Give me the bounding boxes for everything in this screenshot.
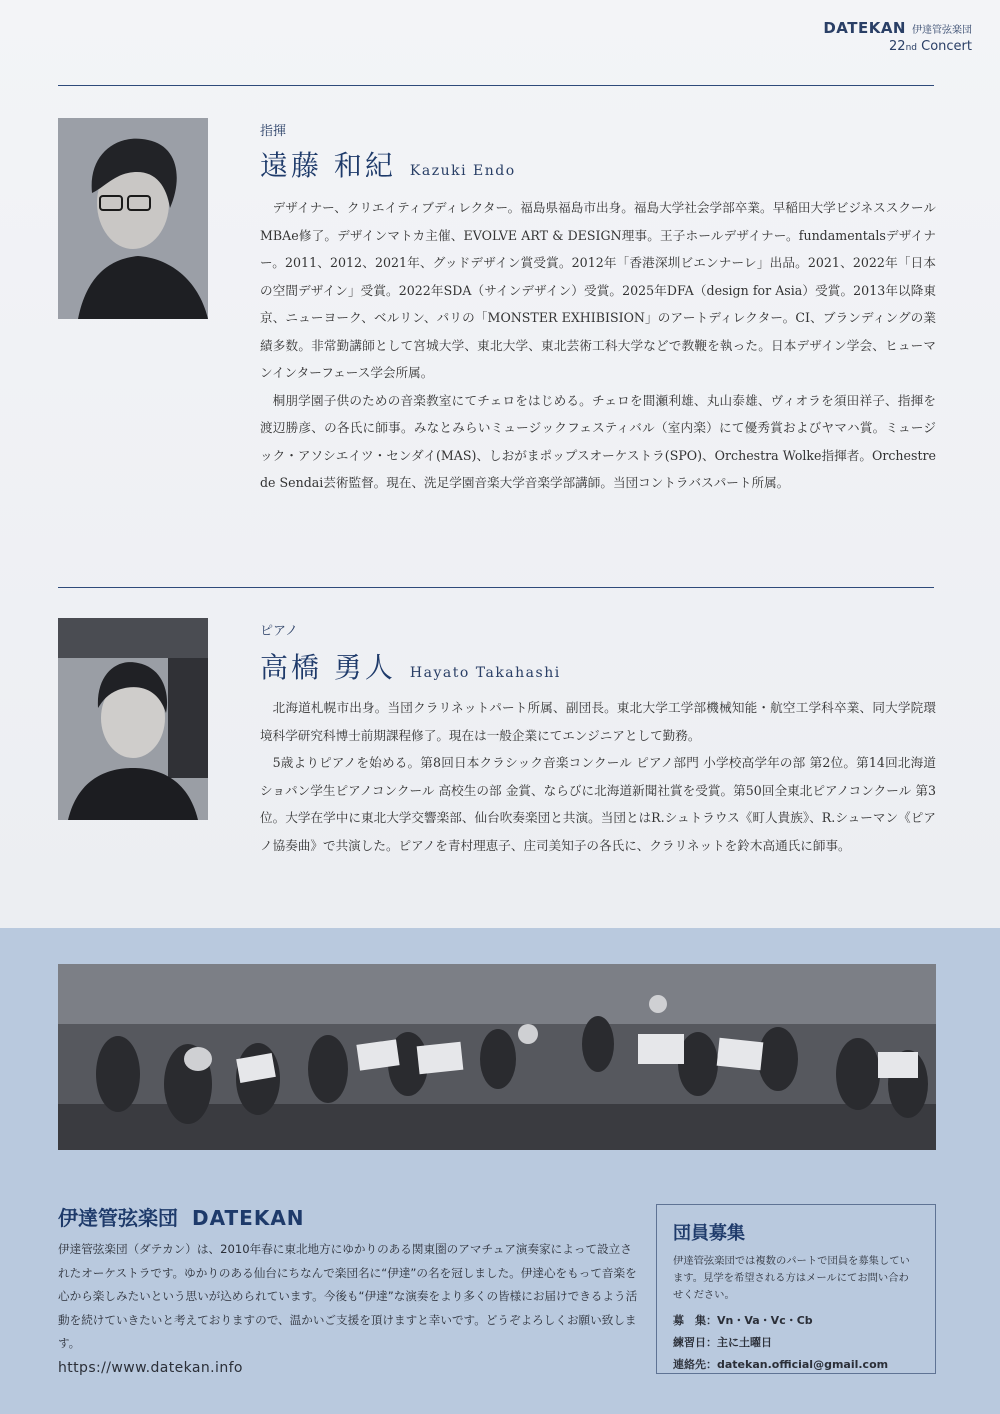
conductor-bio-paragraph-1: デザイナー、クリエイティブディレクター。福島県福島市出身。福島大学社会学部卒業。早稲田大学ビジネススクールMBAe修了。デザインマトカ主催、EVOLVE ART & DESIGN理事。王子ホールデザイナー。fundamentalsデザイナー。2011、2012、2021年、グッドデザイン賞受賞。2012年「香港深圳ビエンナーレ」出品。2021、2022年「日本の空間デザイン」受賞。2022年SDA（サインデザイン）受賞。2025年DFA（design for Asia）受賞。2013年以降東京、ニューヨーク、ベルリン、パリの「MONSTER EXHIBISION」のアートディレクター。CI、ブランディングの業績多数。非常勤講師として宮城大学、東北大学、東北芸術工科大学などで教鞭を執った。日本デザイン学会、ヒューマンインターフェース学会所属。 [260, 200, 936, 380]
about-title-jp: 伊達管弦楽団 [58, 1206, 178, 1230]
pianist-name-jp: 高橋 勇人 [260, 651, 396, 684]
recruit-parts: 募 集：Vn・Va・Vc・Cb [673, 1314, 813, 1327]
conductor-name-roman: Kazuki Endo [409, 163, 516, 179]
pianist-name-roman: Hayato Takahashi [409, 665, 561, 681]
pianist-photo-image [58, 618, 208, 820]
conductor-photo [58, 118, 208, 319]
conductor-name-jp: 遠藤 和紀 [260, 149, 396, 182]
divider-top [58, 85, 934, 86]
recruit-desc: 伊達管弦楽団では複数のパートで団員を募集しています。見学を希望される方はメールにてお問い合わせください。 [673, 1255, 910, 1301]
brand-header [823, 18, 972, 54]
orchestra-photo [58, 964, 936, 1150]
brand-logo: DATEKAN [823, 19, 906, 37]
pianist-bio-paragraph-2: 5歳よりピアノを始める。第8回日本クラシック音楽コンクール ピアノ部門 小学校高学年の部 第2位。第14回北海道ショパン学生ピアノコンクール 高校生の部 金賞、ならびに北海道新聞社賞を受賞。第50回全東北ピアノコンクール 第3位。大学在学中に東北大学交響楽部、仙台吹奏楽団と共演。当団とはR.シュトラウス《町人貴族》、R.シューマン《ピアノ協奏曲》で共演した。ピアノを青村理恵子、庄司美知子の各氏に、クラリネットを鈴木高通氏に師事。 [260, 755, 936, 853]
conductor-bio [260, 194, 936, 497]
pianist-bio [260, 694, 936, 859]
about-title-en: DATEKAN [192, 1206, 305, 1230]
pianist-role: ピアノ [260, 624, 298, 639]
pianist-photo [58, 618, 208, 820]
pianist-name [260, 646, 561, 686]
recruit-box [656, 1204, 936, 1374]
concert-word: Concert [917, 39, 972, 54]
concert-number: 22 [889, 39, 906, 54]
recruit-practice: 練習日：主に土曜日 [673, 1336, 772, 1349]
brand-org: 伊達管弦楽団 [912, 25, 972, 36]
conductor-role: 指揮 [260, 124, 287, 139]
concert-ordinal: nd [905, 43, 917, 53]
conductor-bio-paragraph-2: 桐朋学園子供のための音楽教室にてチェロをはじめる。チェロを間瀬利雄、丸山泰雄、ヴィオラを須田祥子、指揮を渡辺勝彦、の各氏に師事。みなとみらいミュージックフェスティバル（室内楽）にて優秀賞およびヤマハ賞。ミュージック・アソシエイツ・センダイ(MAS)、しおがまポップスオーケストラ(SPO)、Orchestra Wolke指揮者。Orchestre de Sendai芸術監督。現在、洗足学園音楽大学音楽学部講師。当団コントラバスパート所属。 [260, 392, 936, 490]
recruit-contact[interactable]: 連絡先：datekan.official@gmail.com [673, 1358, 889, 1371]
orchestra-photo-image [58, 964, 936, 1150]
about-text: 伊達管弦楽団（ダテカン）は、2010年春に東北地方にゆかりのある関東圏のアマチュア演奏家によって設立されたオーケストラです。ゆかりのある仙台にちなんで楽団名に“伊達”の名を冠しました。伊達心をもって音楽を心から楽しみたいという思いが込められています。今後も“伊達”な演奏をより多くの皆様にお届けできるよう活動を続けていきたいと考えておりますので、温かいご支援を頂けますと幸いです。どうぞよろしくお願い致します。 [58, 1242, 638, 1350]
pianist-bio-paragraph-1: 北海道札幌市出身。当団クラリネットパート所属、副団長。東北大学工学部機械知能・航空工学科卒業、同大学院環境科学研究科博士前期課程修了。現在は一般企業にてエンジニアとして勤務。 [260, 700, 936, 743]
divider-middle [58, 587, 934, 588]
recruit-title: 団員募集 [673, 1223, 745, 1244]
concert-label [823, 39, 972, 54]
website-link[interactable]: https://www.datekan.info [58, 1360, 243, 1376]
about-title [58, 1202, 305, 1231]
conductor-photo-image [58, 118, 208, 319]
conductor-name [260, 144, 516, 184]
